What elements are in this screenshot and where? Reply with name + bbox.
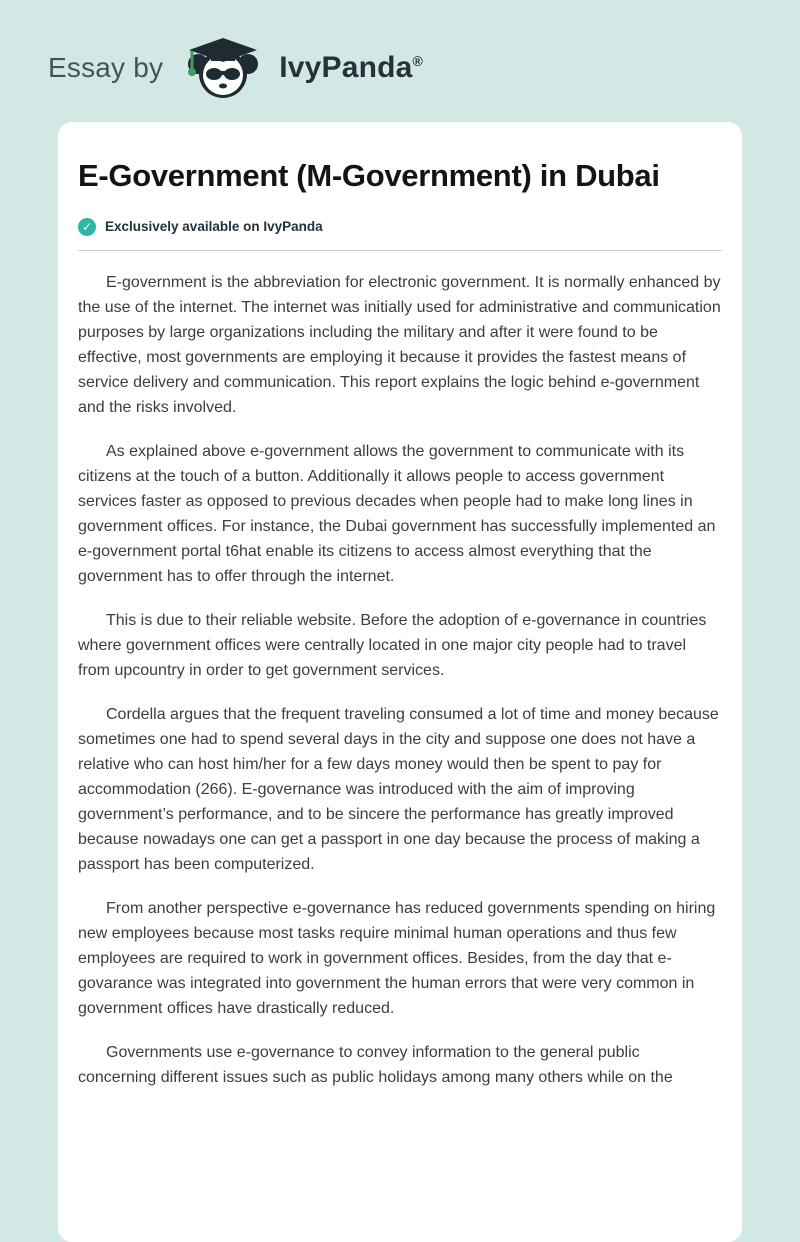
- essay-paragraph: Governments use e-governance to convey information to the general public concerning different issues such as public holidays among many others while on the: [78, 1043, 673, 1086]
- essay-by-label: Essay by: [48, 52, 164, 83]
- page-header: [0, 0, 800, 100]
- brand-name: [279, 51, 423, 85]
- essay-card: [58, 122, 742, 1242]
- essay-paragraph: This is due to their reliable website. Before the adoption of e-governance in countries where government offices were centrally located in one major city people had to travel from upcountry in order to get government services.: [78, 611, 707, 679]
- essay-paragraph: E-government is the abbreviation for electronic government. It is normally enhanced by the use of the internet. The internet was initially used for administrative and communication purposes by large organizations including the military and after it were found to be effective, most governments are employing it because it provides the fastest means of service delivery and communication. This report explains the logic behind e-government and the risks involved.: [78, 273, 721, 416]
- ivypanda-panda-logo-icon: [181, 36, 265, 100]
- essay-paragraph: Cordella argues that the frequent traveling consumed a lot of time and money because sometimes one had to spend several days in the city and suppose one does not have a relative who can host him/her for a few days money would then be spent to pay for accommodation (266). E-governance was introduced with the aim of improving government’s performance, and to be sincere the performance has greatly improved because nowadays one can get a passport in one day because the process of making a passport has been computerized.: [78, 705, 719, 873]
- essay-body: [78, 270, 722, 1090]
- essay-paragraph: As explained above e-government allows the government to communicate with its citizens at the touch of a button. Additionally it allows people to access government services faster as opposed to previous decades when people had to make long lines in government offices. For instance, the Dubai government has successfully implemented an e-government portal t6hat enable its citizens to access almost everything that the government has to offer through the internet.: [78, 442, 716, 585]
- exclusive-badge: [78, 218, 722, 236]
- check-icon: ✓: [78, 218, 96, 236]
- page-title: E-Government (M-Government) in Dubai: [78, 158, 660, 193]
- brand-name-text: IvyPanda: [279, 51, 413, 84]
- essay-paragraph: From another perspective e-governance has reduced governments spending on hiring new employees because most tasks require minimal human operations and thus few employees are required to work in government offices. Besides, from the day that e-govarance was integrated into government the human errors that were very common in government offices have drastically reduced.: [78, 899, 716, 1017]
- exclusive-label: Exclusively available on IvyPanda: [105, 219, 323, 235]
- divider: [78, 250, 722, 251]
- registered-mark: ®: [412, 53, 424, 69]
